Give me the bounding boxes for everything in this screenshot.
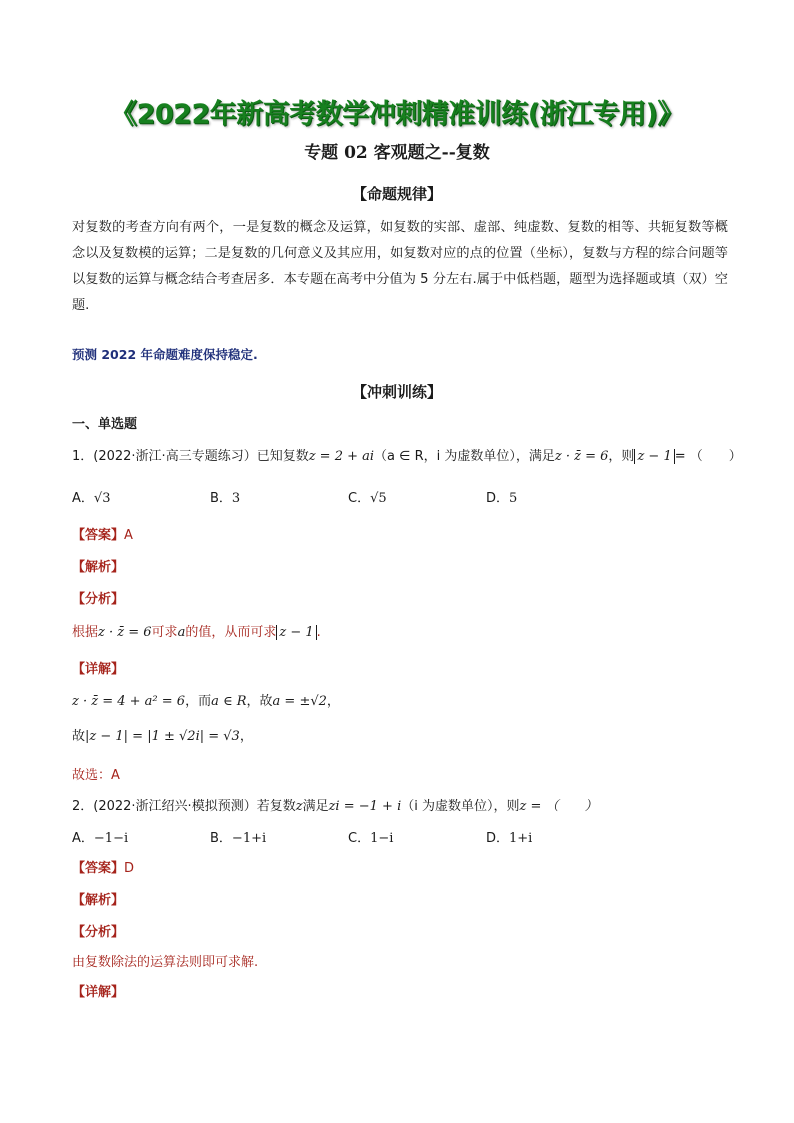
q1-detail-line-1: z · z̄ = 4 + a² = 6，而a ∈ R，故a = ±√2， xyxy=(72,694,340,709)
q1-option-d: D．5 xyxy=(486,491,518,506)
training-heading: 【冲刺训练】 xyxy=(351,383,442,401)
q2-option-b: B．−1+i xyxy=(210,831,267,846)
q1-analysis-label: 【解析】 xyxy=(72,560,125,575)
q2-option-c: C．1−i xyxy=(348,831,394,846)
q1-ask-end: = （ ） xyxy=(674,449,742,464)
document-subtitle: 专题 02 客观题之--复数 xyxy=(304,143,490,163)
q1-ask: ，则 xyxy=(608,449,635,464)
q2-detail-label: 【详解】 xyxy=(72,985,125,1000)
question-1-stem xyxy=(72,445,742,464)
q1-detail-label: 【详解】 xyxy=(72,662,125,677)
q1-fenxi-text: 根据z · z̄ = 6可求a的值，从而可求 z − 1 . xyxy=(72,625,321,640)
document-title: 《2022年新高考数学冲刺精准训练(浙江专用)》 xyxy=(110,99,684,130)
question-2-stem: 2．(2022·浙江绍兴·模拟预测）若复数z满足zi = −1 + i（i 为虚数单位），则z = （ ） xyxy=(72,799,598,814)
q2-fenxi-text: 由复数除法的运算法则即可求解. xyxy=(72,955,259,970)
rules-body: 对复数的考查方向有两个，一是复数的概念及运算，如复数的实部、虚部、纯虚数、复数的相等、共轭复数等概念以及复数模的运算；二是复数的几何意义及其应用，如复数对应的点的位置（坐标），复数与方程的综合问题等以复数的运算与概念结合考查居多．本专题在高考中分值为 5 分左右.属于中低档题，题型为选择题或填（双）空题. xyxy=(72,220,728,313)
q2-analysis-label: 【解析】 xyxy=(72,893,125,908)
q2-option-d: D．1+i xyxy=(486,831,533,846)
q1-option-b: B．3 xyxy=(210,491,241,506)
q1-abs-expr: z − 1 xyxy=(634,449,674,464)
q1-detail-line-2: 故|z − 1| = |1 ± √2i| = √3， xyxy=(72,729,253,744)
prediction-text: 预测 2022 年命题难度保持稳定. xyxy=(72,347,258,362)
q1-answer: 【答案】A xyxy=(72,528,133,543)
q1-prod: z · z̄ = 6 xyxy=(554,449,609,464)
q2-fenxi-label: 【分析】 xyxy=(72,925,125,940)
q2-answer: 【答案】D xyxy=(72,861,135,876)
q2-option-a: A．−1−i xyxy=(72,831,129,846)
q1-fenxi-label: 【分析】 xyxy=(72,592,125,607)
section-single-choice: 一、单选题 xyxy=(72,417,138,432)
q1-prefix: 1．(2022·浙江·高三专题练习）已知复数 xyxy=(72,449,309,464)
q1-option-c: C．√5 xyxy=(348,491,387,506)
q1-option-a: A．√3 xyxy=(72,491,111,506)
q1-conclusion: 故选：A xyxy=(72,768,120,783)
q1-cond: （a ∈ R，i 为虚数单位），满足 xyxy=(374,449,555,464)
rules-heading: 【命题规律】 xyxy=(351,185,442,203)
q1-z-expr: z = 2 + ai xyxy=(308,449,375,464)
